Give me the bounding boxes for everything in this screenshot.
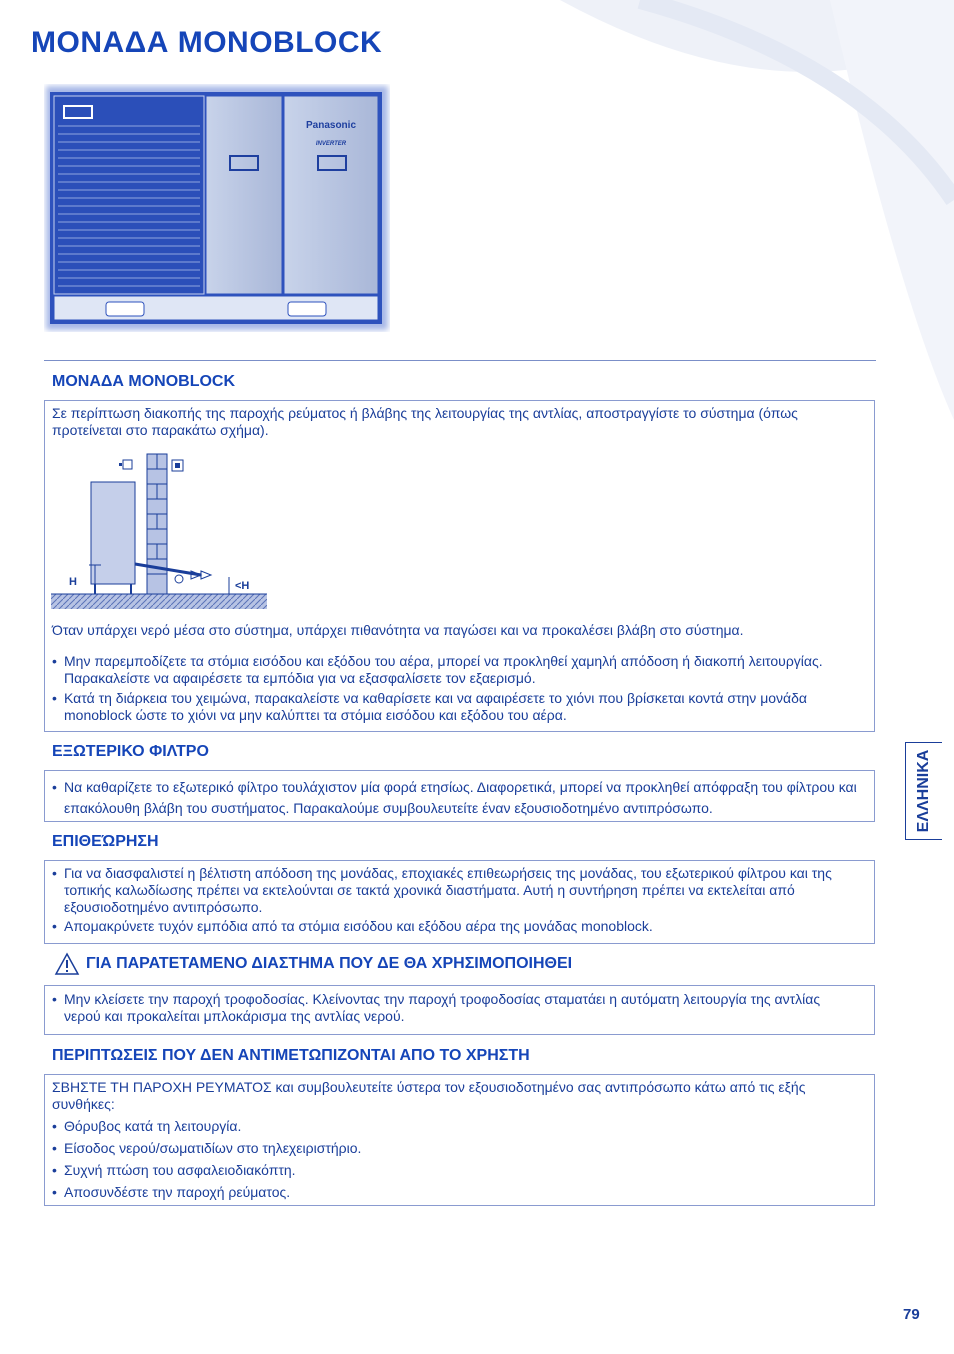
language-tab-label: ΕΛΛΗΝΙΚΑ — [915, 749, 932, 833]
page-title: ΜΟΝΑΔΑ MONOBLOCK — [31, 26, 383, 59]
monoblock-freeze-note: Όταν υπάρχει νερό μέσα στο σύστημα, υπάρχει πιθανότητα να παγώσει και να προκαλέσει βλάβη στο σύστημα. — [52, 622, 744, 638]
non-user-bullet-list — [52, 1118, 752, 1201]
filter-bullet-list — [52, 777, 864, 819]
filter-section-box — [44, 770, 875, 822]
non-user-section-box — [44, 1074, 875, 1206]
heading-monoblock: ΜΟΝΑΔΑ MONOBLOCK — [52, 373, 236, 390]
long-period-section-box — [44, 985, 875, 1035]
section-divider — [44, 360, 876, 361]
list-item: • Απομακρύνετε τυχόν εμπόδια από τα στόμια εισόδου και εξόδου αέρα της μονάδας monoblock. — [52, 918, 874, 935]
page-number: 79 — [903, 1306, 920, 1323]
list-item: • Συχνή πτώση του ασφαλειοδιακόπτη. — [52, 1162, 752, 1179]
language-tab — [905, 742, 942, 840]
heading-inspection: ΕΠΙΘΕΏΡΗΣΗ — [52, 833, 159, 850]
list-item: • Κατά τη διάρκεια του χειμώνα, παρακαλείστε να καθαρίσετε και να αφαιρέσετε το χιόνι που βρίσκεται κοντά στην μονάδα monoblock ώστε το χιόνι να μην καλύπτει τα στόμια εισόδου και εξόδου του αέρα. — [52, 690, 874, 724]
inspection-bullet-list — [52, 865, 874, 935]
non-user-intro: ΣΒΗΣΤΕ ΤΗ ΠΑΡΟΧΗ ΡΕΥΜΑΤΟΣ και συμβουλευτείτε ύστερα τον εξουσιοδοτημένο σας αντιπρόσωπο κάτω από τις εξής συνθήκες: — [52, 1079, 806, 1112]
heading-external-filter: ΕΞΩΤΕΡΙΚΟ ΦΙΛΤΡΟ — [52, 743, 209, 760]
list-item: • Θόρυβος κατά τη λειτουργία. — [52, 1118, 752, 1135]
list-item: • Μην κλείσετε την παροχή τροφοδοσίας. Κλείνοντας την παροχή τροφοδοσίας σταματάει η αυτόματη λειτουργία της αντλίας νερού και προκαλείται μπλοκάρισμα της αντλίας νερού. — [52, 991, 842, 1025]
monoblock-section-box — [44, 400, 875, 732]
unit-brand-label: Panasonic — [305, 120, 357, 131]
heading-long-period: ΓΙΑ ΠΑΡΑΤΕΤΑΜΕΝΟ ΔΙΑΣΤΗΜΑ ΠΟΥ ΔΕ ΘΑ ΧΡΗΣΙΜΟΠΟΙΗΘΕΙ — [86, 955, 573, 972]
list-item: • Για να διασφαλιστεί η βέλτιστη απόδοση της μονάδας, εποχιακές επιθεωρήσεις της μονάδας, του εξωτερικού φίλτρου και της τοπικής καλωδίωσης πρέπει να εκτελούνται σε τακτά χρονικά διαστήματα. Αυτή η συντήρηση πρέπει να εκτελείται από εξουσιοδοτημένο αντιπρόσωπο. — [52, 865, 874, 916]
list-item: • Να καθαρίζετε το εξωτερικό φίλτρο τουλάχιστον μία φορά ετησίως. Διαφορετικά, μπορεί να προκληθεί απόφραξη του φίλτρου και επακόλουθη βλάβη του συστήματος. Παρακαλούμε συμβουλευτείτε έναν εξουσιοδοτημένο αντιπρόσωπο. — [52, 777, 864, 819]
warning-icon — [54, 952, 80, 976]
monoblock-bullet-list — [52, 653, 874, 724]
list-item: • Μην παρεμποδίζετε τα στόμια εισόδου και εξόδου του αέρα, μπορεί να προκληθεί χαμηλή απόδοση ή διακοπή λειτουργίας. Παρακαλείστε να αφαιρέσετε τα εμπόδια για να εξασφαλίσετε τον εξαερισμό. — [52, 653, 874, 687]
monoblock-unit-illustration — [44, 84, 390, 332]
monoblock-intro: Σε περίπτωση διακοπής της παροχής ρεύματος ή βλάβης της λειτουργίας της αντλίας, αποστραγγίστε το σύστημα (όπως προτείνεται στο παρακάτω σχήμα). — [52, 405, 798, 438]
inspection-section-box — [44, 860, 875, 944]
heading-non-user-cases: ΠΕΡΙΠΤΩΣΕΙΣ ΠΟΥ ΔΕΝ ΑΝΤΙΜΕΤΩΠΙΖΟΝΤΑΙ ΑΠΟ ΤΟ ΧΡΗΣΤΗ — [52, 1047, 530, 1064]
height-label-left: H — [69, 576, 77, 588]
list-item: • Αποσυνδέστε την παροχή ρεύματος. — [52, 1184, 752, 1201]
height-label-right: <H — [235, 580, 250, 592]
list-item: • Είσοδος νερού/σωματιδίων στο τηλεχειριστήριο. — [52, 1140, 752, 1157]
long-period-bullet-list — [52, 991, 842, 1025]
unit-inverter-label: INVERTER — [315, 141, 347, 147]
drainage-diagram — [51, 449, 267, 611]
